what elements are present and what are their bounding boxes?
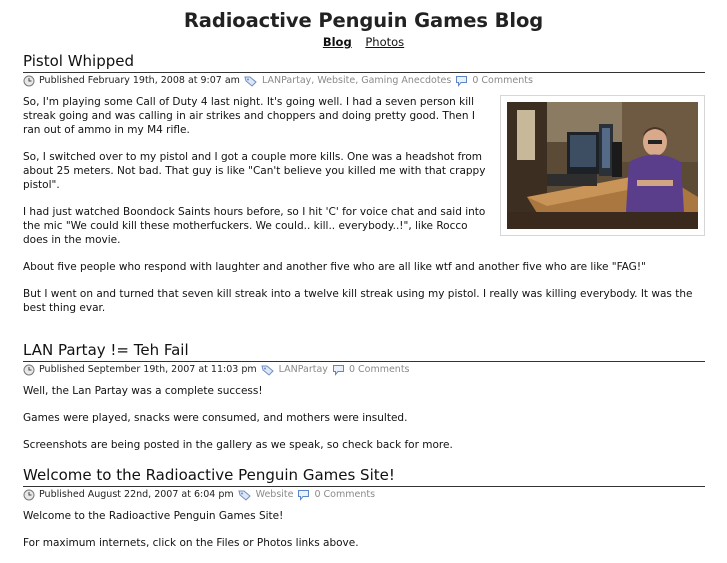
post-title[interactable]: Welcome to the Radioactive Penguin Games Site! <box>23 466 705 487</box>
lan-party-photo[interactable] <box>500 95 705 236</box>
photo-lan-party <box>507 102 698 229</box>
post-paragraph: Well, the Lan Partay was a complete success! <box>23 385 263 397</box>
published-date: Published September 19th, 2007 at 11:03 pm <box>39 364 257 375</box>
tag-link[interactable]: Website <box>317 75 356 86</box>
tag-link[interactable]: Gaming Anecdotes <box>361 75 452 86</box>
post-paragraph: So, I switched over to my pistol and I got a couple more kills. One was a headshot from about 25 meters. Not bad. That guy is like "Can't believe you killed me with that crappy pistol". <box>23 151 486 191</box>
site-title: Radioactive Penguin Games Blog <box>183 9 544 32</box>
comments-link[interactable]: 0 Comments <box>348 364 410 375</box>
comments-link[interactable]: 0 Comments <box>472 75 533 86</box>
post-meta <box>23 363 705 377</box>
post-paragraph: Games were played, snacks were consumed, and mothers were insulted. <box>23 412 408 424</box>
post-lan-partay <box>23 341 705 465</box>
comment-icon <box>332 364 345 376</box>
post-paragraph: So, I'm playing some Call of Duty 4 last night. It's going well. I had a seven person kill streak going and was calling in air strikes and choppers and doing pretty good. Then I ran out of ammo in my M4 rifle. <box>23 96 475 136</box>
main-nav <box>0 35 727 50</box>
post-meta <box>23 488 705 502</box>
post-title[interactable]: Pistol Whipped <box>23 52 705 73</box>
published-date: Published February 19th, 2008 at 9:07 am <box>39 75 240 86</box>
clock-icon <box>23 75 35 87</box>
tag-link[interactable]: Website <box>255 489 294 500</box>
comment-icon <box>455 75 468 87</box>
tag-link[interactable]: LANPartay <box>278 364 328 375</box>
published-date: Published August 22nd, 2007 at 6:04 pm <box>39 489 234 500</box>
comment-icon <box>297 489 310 501</box>
post-paragraph: Screenshots are being posted in the gallery as we speak, so check back for more. <box>23 439 453 451</box>
nav-link-blog[interactable]: Blog <box>322 35 352 49</box>
tag-icon <box>261 364 275 376</box>
clock-icon <box>23 364 35 376</box>
post-welcome <box>23 466 705 563</box>
tag-icon <box>238 489 252 501</box>
comments-link[interactable]: 0 Comments <box>314 489 376 500</box>
clock-icon <box>23 489 35 501</box>
post-meta: Published February 19th, 2008 at 9:07 am LANPartay , Website , Gaming Anecdotes 0 Comments <box>23 74 705 88</box>
tag-link[interactable]: LANPartay <box>261 75 312 86</box>
post-paragraph: About five people who respond with laughter and another five who are all like wtf and another five who are like "FAG!" <box>23 261 646 273</box>
tag-icon <box>244 75 258 87</box>
post-paragraph: But I went on and turned that seven kill streak into a twelve kill streak using my pistol. I really was killing everybody. It was the best thing evar. <box>23 288 693 314</box>
post-paragraph: For maximum internets, click on the Files or Photos links above. <box>23 537 359 549</box>
post-pistol-whipped <box>23 52 705 328</box>
post-paragraph: Welcome to the Radioactive Penguin Games Site! <box>23 510 284 522</box>
post-paragraph: I had just watched Boondock Saints hours before, so I hit 'C' for voice chat and said into the mic "We could kill these motherfuckers. We could.. kill.. everybody..!", like Rocco does in the movie. <box>23 206 486 246</box>
nav-link-photos[interactable]: Photos <box>365 35 405 49</box>
post-title[interactable]: LAN Partay != Teh Fail <box>23 341 705 362</box>
